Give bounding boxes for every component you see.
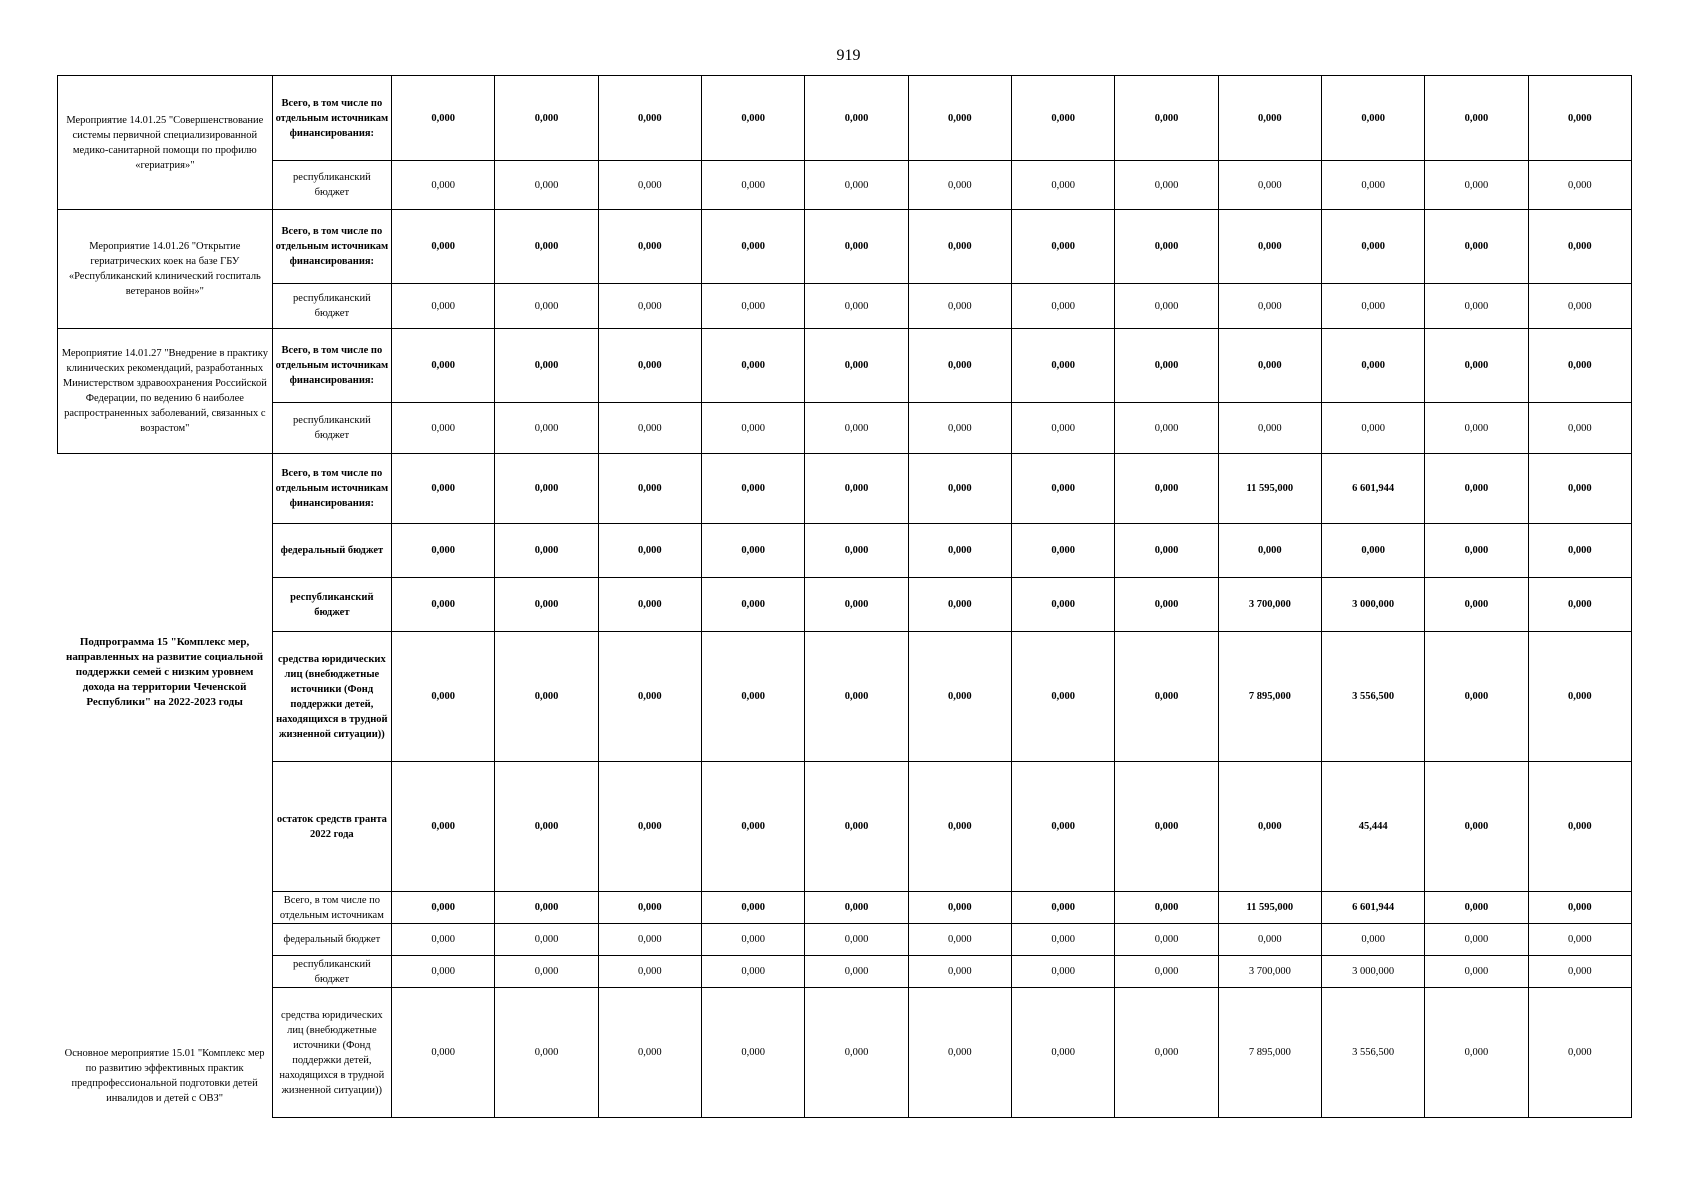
value-cell: 0,000 [702, 892, 805, 924]
budget-table [57, 75, 1632, 1118]
value-cell: 0,000 [702, 210, 805, 284]
funding-source: федеральный бюджет [272, 524, 391, 578]
funding-source: Всего, в том числе по отдельным источникам [272, 892, 391, 924]
value-cell: 0,000 [1012, 524, 1115, 578]
value-cell: 0,000 [908, 578, 1011, 632]
value-cell: 0,000 [1218, 329, 1321, 403]
table-row [58, 454, 1632, 524]
value-cell: 0,000 [1528, 892, 1631, 924]
value-cell: 0,000 [805, 578, 908, 632]
value-cell: 0,000 [495, 524, 598, 578]
value-cell: 3 700,000 [1218, 956, 1321, 988]
table-row [58, 632, 1632, 762]
value-cell: 0,000 [598, 956, 701, 988]
value-cell: 0,000 [1115, 578, 1218, 632]
value-cell: 0,000 [1322, 329, 1425, 403]
value-cell: 0,000 [495, 210, 598, 284]
value-cell: 0,000 [1528, 76, 1631, 161]
value-cell: 11 595,000 [1218, 892, 1321, 924]
value-cell: 0,000 [805, 329, 908, 403]
value-cell: 0,000 [1425, 284, 1528, 329]
value-cell: 0,000 [598, 454, 701, 524]
value-cell: 3 700,000 [1218, 578, 1321, 632]
value-cell: 0,000 [392, 210, 495, 284]
value-cell: 0,000 [1012, 632, 1115, 762]
value-cell: 0,000 [1218, 161, 1321, 210]
funding-source: Всего, в том числе по отдельным источникам финансирования: [272, 329, 391, 403]
value-cell: 0,000 [1425, 956, 1528, 988]
value-cell: 3 000,000 [1322, 956, 1425, 988]
value-cell: 0,000 [1528, 956, 1631, 988]
value-cell: 0,000 [598, 578, 701, 632]
value-cell: 0,000 [1012, 924, 1115, 956]
funding-source: республиканский бюджет [272, 578, 391, 632]
value-cell: 0,000 [805, 284, 908, 329]
value-cell: 0,000 [1012, 161, 1115, 210]
value-cell: 0,000 [1322, 524, 1425, 578]
value-cell: 0,000 [1218, 524, 1321, 578]
value-cell: 0,000 [805, 762, 908, 892]
value-cell: 0,000 [1322, 210, 1425, 284]
value-cell: 0,000 [1115, 924, 1218, 956]
value-cell: 0,000 [495, 161, 598, 210]
value-cell: 0,000 [805, 76, 908, 161]
value-cell: 0,000 [1425, 924, 1528, 956]
value-cell: 0,000 [1115, 210, 1218, 284]
value-cell: 6 601,944 [1322, 892, 1425, 924]
table-row [58, 210, 1632, 284]
value-cell: 0,000 [392, 924, 495, 956]
value-cell: 0,000 [392, 161, 495, 210]
value-cell: 0,000 [1528, 524, 1631, 578]
value-cell: 0,000 [702, 161, 805, 210]
value-cell: 0,000 [1012, 284, 1115, 329]
value-cell: 0,000 [1322, 161, 1425, 210]
value-cell: 0,000 [392, 454, 495, 524]
table-row [58, 161, 1632, 210]
value-cell: 3 000,000 [1322, 578, 1425, 632]
table-row [58, 403, 1632, 454]
funding-source: республиканский бюджет [272, 161, 391, 210]
funding-source: остаток средств гранта 2022 года [272, 762, 391, 892]
value-cell: 0,000 [908, 762, 1011, 892]
value-cell: 0,000 [908, 988, 1011, 1118]
value-cell: 0,000 [598, 161, 701, 210]
value-cell: 0,000 [1425, 762, 1528, 892]
value-cell: 0,000 [1012, 76, 1115, 161]
item-name: Мероприятие 14.01.27 "Внедрение в практику клинических рекомендаций, разработанных Министерством здравоохранения Российской Федерации, по ведению 6 наиболее распространенных заболеваний, связанных с возрастом" [58, 329, 273, 454]
value-cell: 0,000 [1115, 956, 1218, 988]
value-cell: 3 556,500 [1322, 988, 1425, 1118]
value-cell: 0,000 [1115, 892, 1218, 924]
value-cell: 0,000 [1528, 924, 1631, 956]
funding-source: республиканский бюджет [272, 956, 391, 988]
value-cell: 0,000 [702, 924, 805, 956]
value-cell: 0,000 [495, 632, 598, 762]
value-cell: 0,000 [908, 956, 1011, 988]
page-number: 919 [836, 47, 861, 64]
value-cell: 0,000 [598, 632, 701, 762]
table-row [58, 578, 1632, 632]
value-cell: 0,000 [908, 210, 1011, 284]
value-cell: 0,000 [1115, 329, 1218, 403]
value-cell: 0,000 [598, 210, 701, 284]
value-cell: 0,000 [1012, 956, 1115, 988]
value-cell: 0,000 [1115, 454, 1218, 524]
value-cell: 11 595,000 [1218, 454, 1321, 524]
value-cell: 0,000 [805, 924, 908, 956]
value-cell: 0,000 [1012, 578, 1115, 632]
value-cell: 0,000 [495, 284, 598, 329]
value-cell: 0,000 [702, 76, 805, 161]
value-cell: 0,000 [495, 76, 598, 161]
value-cell: 0,000 [1115, 161, 1218, 210]
value-cell: 0,000 [1528, 988, 1631, 1118]
value-cell: 0,000 [1425, 578, 1528, 632]
value-cell: 0,000 [908, 403, 1011, 454]
value-cell: 0,000 [805, 632, 908, 762]
table-row [58, 956, 1632, 988]
value-cell: 0,000 [1528, 284, 1631, 329]
value-cell: 0,000 [1425, 524, 1528, 578]
value-cell: 0,000 [702, 956, 805, 988]
value-cell: 0,000 [1012, 988, 1115, 1118]
value-cell: 0,000 [392, 403, 495, 454]
funding-source: Всего, в том числе по отдельным источникам финансирования: [272, 76, 391, 161]
value-cell: 0,000 [908, 454, 1011, 524]
funding-source: Всего, в том числе по отдельным источникам финансирования: [272, 454, 391, 524]
value-cell: 0,000 [495, 956, 598, 988]
value-cell: 0,000 [1528, 454, 1631, 524]
table-row [58, 329, 1632, 403]
value-cell: 0,000 [1425, 210, 1528, 284]
value-cell: 0,000 [598, 76, 701, 161]
value-cell: 0,000 [702, 329, 805, 403]
funding-source: средства юридических лиц (внебюджетные источники (Фонд поддержки детей, находящихся в трудной жизненной ситуации)) [272, 988, 391, 1118]
value-cell: 0,000 [392, 76, 495, 161]
value-cell: 0,000 [598, 524, 701, 578]
value-cell: 0,000 [1218, 762, 1321, 892]
value-cell: 0,000 [702, 284, 805, 329]
value-cell: 0,000 [495, 988, 598, 1118]
value-cell: 0,000 [1115, 632, 1218, 762]
value-cell: 0,000 [495, 762, 598, 892]
value-cell: 0,000 [1012, 210, 1115, 284]
value-cell: 0,000 [1218, 76, 1321, 161]
value-cell: 0,000 [805, 956, 908, 988]
value-cell: 0,000 [598, 924, 701, 956]
funding-source: республиканский бюджет [272, 403, 391, 454]
value-cell: 0,000 [495, 578, 598, 632]
value-cell: 0,000 [1322, 76, 1425, 161]
value-cell: 0,000 [1218, 210, 1321, 284]
value-cell: 0,000 [1115, 524, 1218, 578]
value-cell: 0,000 [805, 524, 908, 578]
value-cell: 0,000 [1012, 892, 1115, 924]
item-name: Подпрограмма 15 "Комплекс мер, направленных на развитие социальной поддержки семей с низким уровнем дохода на территории Чеченской Республики" на 2022-2023 годы [58, 454, 273, 892]
value-cell: 0,000 [598, 762, 701, 892]
item-name: Мероприятие 14.01.25 "Совершенствование системы первичной специализированной медико-санитарной помощи по профилю «гериатрия»" [58, 76, 273, 210]
value-cell: 0,000 [702, 578, 805, 632]
value-cell: 0,000 [805, 454, 908, 524]
value-cell: 0,000 [702, 762, 805, 892]
value-cell: 0,000 [392, 284, 495, 329]
value-cell: 0,000 [1322, 284, 1425, 329]
value-cell: 0,000 [1528, 762, 1631, 892]
value-cell: 0,000 [1012, 403, 1115, 454]
value-cell: 0,000 [702, 403, 805, 454]
value-cell: 0,000 [1425, 988, 1528, 1118]
value-cell: 0,000 [495, 403, 598, 454]
value-cell: 0,000 [1218, 924, 1321, 956]
value-cell: 0,000 [702, 632, 805, 762]
funding-source: средства юридических лиц (внебюджетные источники (Фонд поддержки детей, находящихся в трудной жизненной ситуации)) [272, 632, 391, 762]
value-cell: 0,000 [598, 892, 701, 924]
value-cell: 0,000 [1322, 924, 1425, 956]
value-cell: 0,000 [702, 454, 805, 524]
value-cell: 0,000 [392, 578, 495, 632]
value-cell: 0,000 [392, 762, 495, 892]
value-cell: 0,000 [1012, 329, 1115, 403]
value-cell: 0,000 [1115, 76, 1218, 161]
value-cell: 0,000 [1218, 403, 1321, 454]
value-cell: 0,000 [392, 892, 495, 924]
value-cell: 0,000 [495, 892, 598, 924]
value-cell: 0,000 [495, 924, 598, 956]
value-cell: 0,000 [1425, 454, 1528, 524]
table-row [58, 524, 1632, 578]
value-cell: 0,000 [1425, 76, 1528, 161]
value-cell: 0,000 [1218, 284, 1321, 329]
value-cell: 0,000 [908, 924, 1011, 956]
value-cell: 0,000 [1012, 454, 1115, 524]
value-cell: 0,000 [598, 329, 701, 403]
value-cell: 0,000 [392, 632, 495, 762]
value-cell: 0,000 [805, 161, 908, 210]
funding-source: федеральный бюджет [272, 924, 391, 956]
value-cell: 0,000 [1115, 403, 1218, 454]
item-name: Мероприятие 14.01.26 "Открытие гериатрических коек на базе ГБУ «Республиканский клинический госпиталь ветеранов войн»" [58, 210, 273, 329]
table-row [58, 284, 1632, 329]
value-cell: 0,000 [1115, 762, 1218, 892]
value-cell: 0,000 [908, 524, 1011, 578]
item-name: Основное мероприятие 15.01 "Комплекс мер по развитию эффективных практик предпрофессиональной подготовки детей инвалидов и детей с ОВЗ" [58, 892, 273, 1118]
value-cell: 0,000 [908, 76, 1011, 161]
value-cell: 0,000 [805, 210, 908, 284]
value-cell: 0,000 [908, 892, 1011, 924]
value-cell: 0,000 [1012, 762, 1115, 892]
value-cell: 0,000 [1528, 161, 1631, 210]
table-row [58, 892, 1632, 924]
value-cell: 6 601,944 [1322, 454, 1425, 524]
value-cell: 0,000 [1425, 329, 1528, 403]
value-cell: 0,000 [1425, 403, 1528, 454]
table-row [58, 762, 1632, 892]
value-cell: 0,000 [908, 329, 1011, 403]
value-cell: 0,000 [598, 988, 701, 1118]
value-cell: 0,000 [702, 988, 805, 1118]
value-cell: 0,000 [495, 329, 598, 403]
value-cell: 0,000 [392, 988, 495, 1118]
table-row [58, 988, 1632, 1118]
value-cell: 0,000 [805, 988, 908, 1118]
value-cell: 0,000 [392, 956, 495, 988]
value-cell: 0,000 [908, 161, 1011, 210]
value-cell: 0,000 [392, 329, 495, 403]
value-cell: 0,000 [702, 524, 805, 578]
value-cell: 0,000 [392, 524, 495, 578]
value-cell: 0,000 [1425, 892, 1528, 924]
value-cell: 0,000 [908, 284, 1011, 329]
value-cell: 7 895,000 [1218, 632, 1321, 762]
value-cell: 0,000 [1528, 329, 1631, 403]
value-cell: 0,000 [805, 892, 908, 924]
funding-source: республиканский бюджет [272, 284, 391, 329]
value-cell: 0,000 [1322, 403, 1425, 454]
value-cell: 7 895,000 [1218, 988, 1321, 1118]
value-cell: 0,000 [1528, 403, 1631, 454]
value-cell: 0,000 [1115, 284, 1218, 329]
value-cell: 0,000 [805, 403, 908, 454]
value-cell: 0,000 [1425, 161, 1528, 210]
value-cell: 45,444 [1322, 762, 1425, 892]
value-cell: 0,000 [598, 403, 701, 454]
value-cell: 0,000 [1528, 210, 1631, 284]
value-cell: 0,000 [1528, 632, 1631, 762]
value-cell: 0,000 [1115, 988, 1218, 1118]
value-cell: 0,000 [495, 454, 598, 524]
value-cell: 0,000 [598, 284, 701, 329]
value-cell: 0,000 [1425, 632, 1528, 762]
value-cell: 0,000 [1528, 578, 1631, 632]
table-row [58, 924, 1632, 956]
funding-source: Всего, в том числе по отдельным источникам финансирования: [272, 210, 391, 284]
value-cell: 0,000 [908, 632, 1011, 762]
table-row [58, 76, 1632, 161]
value-cell: 3 556,500 [1322, 632, 1425, 762]
